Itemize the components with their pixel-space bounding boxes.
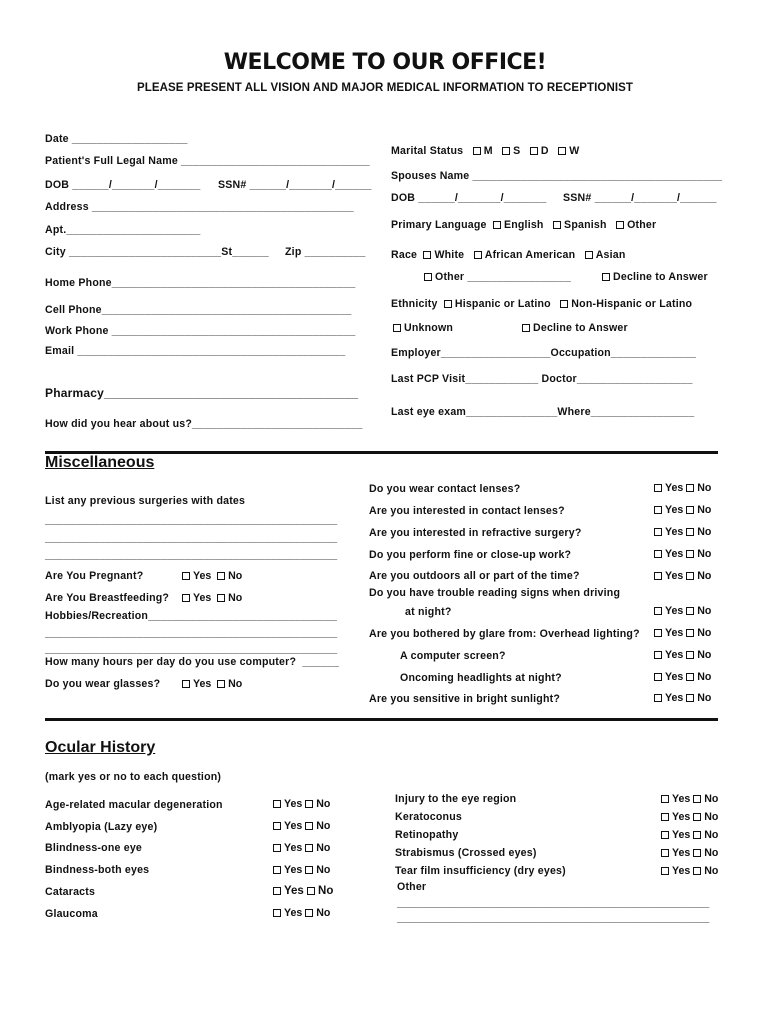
checkbox-icon[interactable] [273,887,281,895]
ocular-condition: Injury to the eye region [395,793,517,805]
ethnicity-hispanic[interactable]: Hispanic or Latino [444,298,551,310]
yes-no-pair: Yes No [654,692,711,704]
misc-question: Are you sensitive in bright sunlight? [369,693,561,705]
race-other[interactable]: Other _________________ [424,271,571,283]
misc-question: Are you interested in contact lenses? [369,505,565,517]
yes-no-pair: Yes No [661,865,718,877]
yes-no-pair: Yes No [654,570,711,582]
yes-no-pair: Yes No [661,811,718,823]
checkbox-icon[interactable] [661,813,669,821]
checkbox-icon[interactable] [553,221,561,229]
yes-no-pair: Yes No [661,847,718,859]
checkbox-icon[interactable] [661,849,669,857]
race-white[interactable]: White [423,249,464,261]
ocular-other-line-2[interactable]: _____________________________________________________ [397,912,710,924]
ocular-condition: Tear film insufficiency (dry eyes) [395,865,566,877]
yes-no-pair: Yes No [273,864,330,876]
hobbies-line-2[interactable]: ________________________________________________ [45,643,338,655]
ocular-other-line-1[interactable]: _____________________________________________________ [397,897,710,909]
checkbox-icon[interactable] [686,572,694,580]
spouse-name-field[interactable]: Spouses Name _________________________________________ [391,170,723,182]
checkbox-icon[interactable] [522,324,530,332]
surgeries-line-3[interactable]: ________________________________________________ [45,549,338,561]
ocular-condition: Amblyopia (Lazy eye) [45,821,158,833]
checkbox-icon[interactable] [686,673,694,681]
marital-option-w[interactable]: W [558,145,579,157]
yes-no-pair: Yes No [273,842,330,854]
checkbox-icon[interactable] [473,147,481,155]
yes-no-pair: Yes No [654,649,711,661]
language-label: Primary Language [391,219,487,231]
checkbox-icon[interactable] [686,506,694,514]
checkbox-icon[interactable] [693,813,701,821]
checkbox-icon[interactable] [530,147,538,155]
checkbox-icon[interactable] [686,550,694,558]
checkbox-icon[interactable] [474,251,482,259]
checkbox-icon[interactable] [693,849,701,857]
checkbox-icon[interactable] [654,694,662,702]
misc-question: Are you interested in refractive surgery? [369,527,582,539]
checkbox-icon[interactable] [654,572,662,580]
hobbies-field[interactable]: Hobbies/Recreation_______________________________ [45,610,337,622]
ocular-condition: Retinopathy [395,829,459,841]
checkbox-icon[interactable] [217,572,225,580]
ethnicity-non-hispanic[interactable]: Non-Hispanic or Latino [560,298,692,310]
checkbox-icon[interactable] [560,300,568,308]
spouse-ssn-field[interactable]: SSN# ______/_______/______ [563,192,717,204]
breastfeeding-question: Are You Breastfeeding? [45,592,170,604]
marital-status-label: Marital Status [391,145,464,157]
surgeries-line-2[interactable]: ________________________________________________ [45,532,338,544]
patient-name-field[interactable]: Patient's Full Legal Name _______________________________ [45,155,370,167]
computer-hours-field[interactable]: ______ [302,656,339,668]
checkbox-icon[interactable] [305,822,313,830]
city-field[interactable]: City _________________________St______ [45,246,269,258]
checkbox-icon[interactable] [444,300,452,308]
checkbox-icon[interactable] [654,550,662,558]
yes-no-pair: Yes No [654,482,711,494]
ocular-history-heading: Ocular History [45,739,156,756]
checkbox-icon[interactable] [423,251,431,259]
checkbox-icon[interactable] [273,844,281,852]
race [391,249,626,261]
checkbox-icon[interactable] [686,651,694,659]
computer-hours-question: How many hours per day do you use computer? ______ [45,656,339,668]
cell-phone-field[interactable]: Cell Phone_________________________________________ [45,304,352,316]
checkbox-icon[interactable] [493,221,501,229]
primary-language [391,219,656,231]
yes-no-pair: Yes No [654,671,711,683]
marital-option-m[interactable]: M [473,145,493,157]
race-asian[interactable]: Asian [585,249,626,261]
misc-question: A computer screen? [400,650,506,662]
ocular-condition: Blindness-one eye [45,842,143,854]
ethnicity-unknown[interactable]: Unknown [393,322,453,334]
checkbox-icon[interactable] [654,528,662,536]
yes-no-pair: Yes No [654,504,711,516]
yes-no-pair: Yes No [273,798,330,810]
misc-question: Do you have trouble reading signs when driving [369,587,621,599]
page-title: WELCOME TO OUR OFFICE! [223,50,547,75]
ocular-condition: Age-related macular degeneration [45,799,223,811]
work-phone-field[interactable]: Work Phone ________________________________________ [45,325,356,337]
checkbox-icon[interactable] [661,795,669,803]
checkbox-icon[interactable] [305,866,313,874]
yes-no-pair: Yes No [273,820,330,832]
checkbox-icon[interactable] [661,831,669,839]
date-field[interactable]: Date ___________________ [45,133,188,145]
yes-no-pair: Yes No [661,829,718,841]
referral-field[interactable]: How did you hear about us?____________________________ [45,418,363,430]
checkbox-icon[interactable] [654,629,662,637]
checkbox-icon[interactable] [602,273,610,281]
ocular-condition: Bindness-both eyes [45,864,150,876]
apt-field[interactable]: Apt.______________________ [45,224,201,236]
home-phone-field[interactable]: Home Phone________________________________________ [45,277,356,289]
checkbox-icon[interactable] [661,867,669,875]
checkbox-icon[interactable] [686,607,694,615]
yes-no-pair: Yes No [654,526,711,538]
hobbies-line-1[interactable]: ________________________________________________ [45,627,338,639]
language-other[interactable]: Other [616,219,656,231]
marital-status [391,145,579,157]
breastfeeding-yes-no: Yes No [182,592,242,604]
marital-option-d[interactable]: D [530,145,549,157]
ethnicity-decline[interactable]: Decline to Answer [522,322,628,334]
dob-field[interactable]: DOB ______/_______/_______ [45,179,201,191]
last-eye-exam-field[interactable]: Last eye exam_______________Where_________________ [391,406,695,418]
ssn-field[interactable]: SSN# ______/_______/______ [218,179,372,191]
checkbox-icon[interactable] [686,629,694,637]
page-subtitle: PLEASE PRESENT ALL VISION AND MAJOR MEDICAL INFORMATION TO RECEPTIONIST [136,82,634,94]
checkbox-icon[interactable] [305,800,313,808]
surgeries-label: List any previous surgeries with dates [45,495,246,507]
checkbox-icon[interactable] [686,528,694,536]
yes-no-pair: Yes No [661,793,718,805]
glasses-question: Do you wear glasses? [45,678,161,690]
checkbox-icon[interactable] [616,221,624,229]
marital-option-s[interactable]: S [502,145,520,157]
checkbox-icon[interactable] [686,484,694,492]
checkbox-icon[interactable] [273,822,281,830]
race-decline[interactable]: Decline to Answer [602,271,708,283]
section-divider [45,718,718,721]
checkbox-icon[interactable] [182,680,190,688]
yes-no-pair: Yes No [273,885,333,897]
ocular-condition: Keratoconus [395,811,462,823]
ocular-instruction: (mark yes or no to each question) [45,771,222,783]
email-field[interactable]: Email ____________________________________________ [45,345,346,357]
misc-question: Are you bothered by glare from: Overhead lighting? [369,628,640,640]
checkbox-icon[interactable] [182,594,190,602]
checkbox-icon[interactable] [686,694,694,702]
ocular-condition: Glaucoma [45,908,98,920]
yes-no-pair: Yes No [654,605,711,617]
zip-field[interactable]: Zip __________ [285,246,366,258]
miscellaneous-heading: Miscellaneous [45,454,155,471]
glasses-yes-no: Yes No [182,678,242,690]
checkbox-icon[interactable] [654,673,662,681]
checkbox-icon[interactable] [693,867,701,875]
race-african-american[interactable]: African American [474,249,576,261]
checkbox-icon[interactable] [654,607,662,615]
employer-field[interactable]: Employer__________________Occupation______________ [391,347,697,359]
checkbox-icon[interactable] [217,680,225,688]
checkbox-icon[interactable] [273,866,281,874]
address-field[interactable]: Address ___________________________________________ [45,201,354,213]
checkbox-icon[interactable] [693,795,701,803]
pharmacy-field[interactable]: Pharmacy_____________________________________ [45,386,359,400]
spouse-dob-field[interactable]: DOB ______/_______/_______ [391,192,547,204]
checkbox-icon[interactable] [273,909,281,917]
checkbox-icon[interactable] [654,484,662,492]
checkbox-icon[interactable] [393,324,401,332]
checkbox-icon[interactable] [558,147,566,155]
language-spanish[interactable]: Spanish [553,219,607,231]
pregnant-yes-no: Yes No [182,570,242,582]
yes-no-pair: Yes No [273,907,330,919]
checkbox-icon[interactable] [305,844,313,852]
checkbox-icon[interactable] [307,887,315,895]
checkbox-icon[interactable] [182,572,190,580]
race-label: Race [391,249,418,261]
ocular-condition: Cataracts [45,886,96,898]
checkbox-icon[interactable] [693,831,701,839]
checkbox-icon[interactable] [217,594,225,602]
ethnicity-label: Ethnicity [391,298,438,310]
checkbox-icon[interactable] [585,251,593,259]
checkbox-icon[interactable] [654,506,662,514]
checkbox-icon[interactable] [273,800,281,808]
surgeries-line-1[interactable]: ________________________________________________ [45,514,338,526]
checkbox-icon[interactable] [305,909,313,917]
checkbox-icon[interactable] [502,147,510,155]
misc-question: Do you wear contact lenses? [369,483,521,495]
ethnicity [391,298,692,310]
checkbox-icon[interactable] [654,651,662,659]
misc-question: Are you outdoors all or part of the time? [369,570,580,582]
misc-question: Oncoming headlights at night? [400,672,562,684]
yes-no-pair: Yes No [654,627,711,639]
pregnant-question: Are You Pregnant? [45,570,144,582]
last-pcp-field[interactable]: Last PCP Visit____________ Doctor___________________ [391,373,693,385]
misc-question: Do you perform fine or close-up work? [369,549,572,561]
yes-no-pair: Yes No [654,548,711,560]
ocular-other-label: Other [397,881,427,893]
ocular-condition: Strabismus (Crossed eyes) [395,847,537,859]
misc-question-continued: at night? [405,606,452,618]
checkbox-icon[interactable] [424,273,432,281]
language-english[interactable]: English [493,219,544,231]
